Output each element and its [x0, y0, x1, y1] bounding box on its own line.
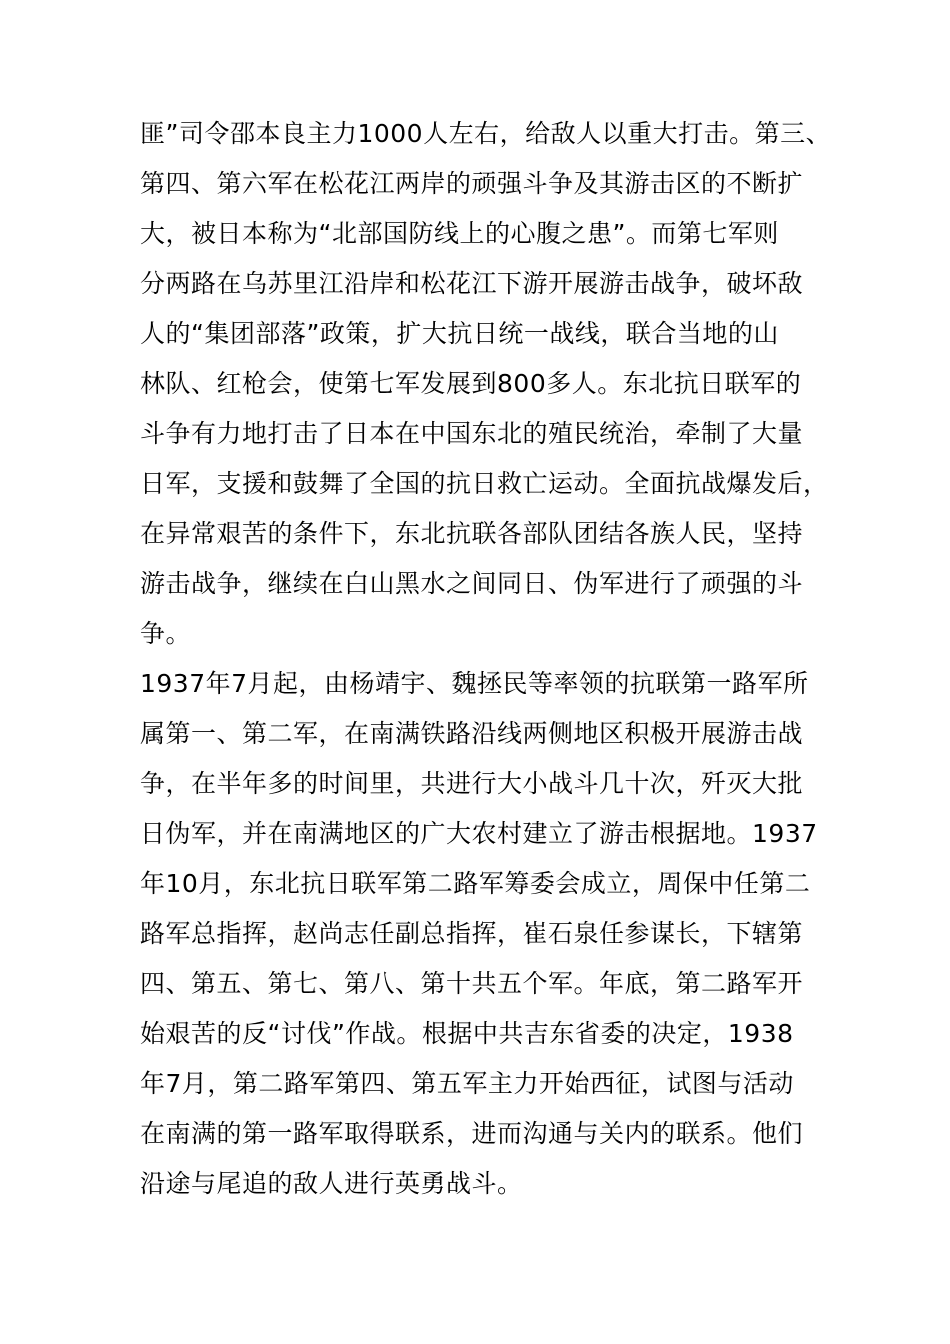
text-line: 争，在半年多的时间里，共进行大小战斗几十次，歼灭大批	[140, 769, 804, 798]
text-line: 大，被日本称为“北部国防线上的心腹之患”。而第七军则	[140, 219, 779, 248]
text-line: 在南满的第一路军取得联系，进而沟通与关内的联系。他们	[140, 1119, 804, 1148]
text-line: 匪”司令邵本良主力1000人左右，给敌人以重大打击。第三、	[140, 119, 832, 148]
text-line: 争。	[140, 619, 192, 648]
text-line: 沿途与尾追的敌人进行英勇战斗。	[140, 1169, 523, 1198]
text-line: 年10月，东北抗日联军第二路军筹委会成立，周保中任第二	[140, 869, 811, 898]
text-line: 路军总指挥，赵尚志任副总指挥，崔石泉任参谋长，下辖第	[140, 919, 804, 948]
text-line: 分两路在乌苏里江沿岸和松花江下游开展游击战争，破坏敌	[140, 269, 804, 298]
text-line: 属第一、第二军，在南满铁路沿线两侧地区积极开展游击战	[140, 719, 804, 748]
text-line: 斗争有力地打击了日本在中国东北的殖民统治，牵制了大量	[140, 419, 804, 448]
text-line: 游击战争，继续在白山黑水之间同日、伪军进行了顽强的斗	[140, 569, 804, 598]
text-line: 始艰苦的反“讨伐”作战。根据中共吉东省委的决定，1938	[140, 1019, 794, 1048]
text-line: 1937年7月起，由杨靖宇、魏拯民等率领的抗联第一路军所	[140, 669, 809, 698]
text-line: 在异常艰苦的条件下，东北抗联各部队团结各族人民，坚持	[140, 519, 804, 548]
text-line: 日军，支援和鼓舞了全国的抗日救亡运动。全面抗战爆发后，	[140, 469, 829, 498]
text-line: 林队、红枪会，使第七军发展到800多人。东北抗日联军的	[140, 369, 802, 398]
text-line: 第四、第六军在松花江两岸的顽强斗争及其游击区的不断扩	[140, 169, 804, 198]
text-line: 人的“集团部落”政策，扩大抗日统一战线，联合当地的山	[140, 319, 779, 348]
text-line: 年7月，第二路军第四、第五军主力开始西征，试图与活动	[140, 1069, 794, 1098]
text-line: 日伪军，并在南满地区的广大农村建立了游击根据地。1937	[140, 819, 818, 848]
text-line: 四、第五、第七、第八、第十共五个军。年底，第二路军开	[140, 969, 804, 998]
